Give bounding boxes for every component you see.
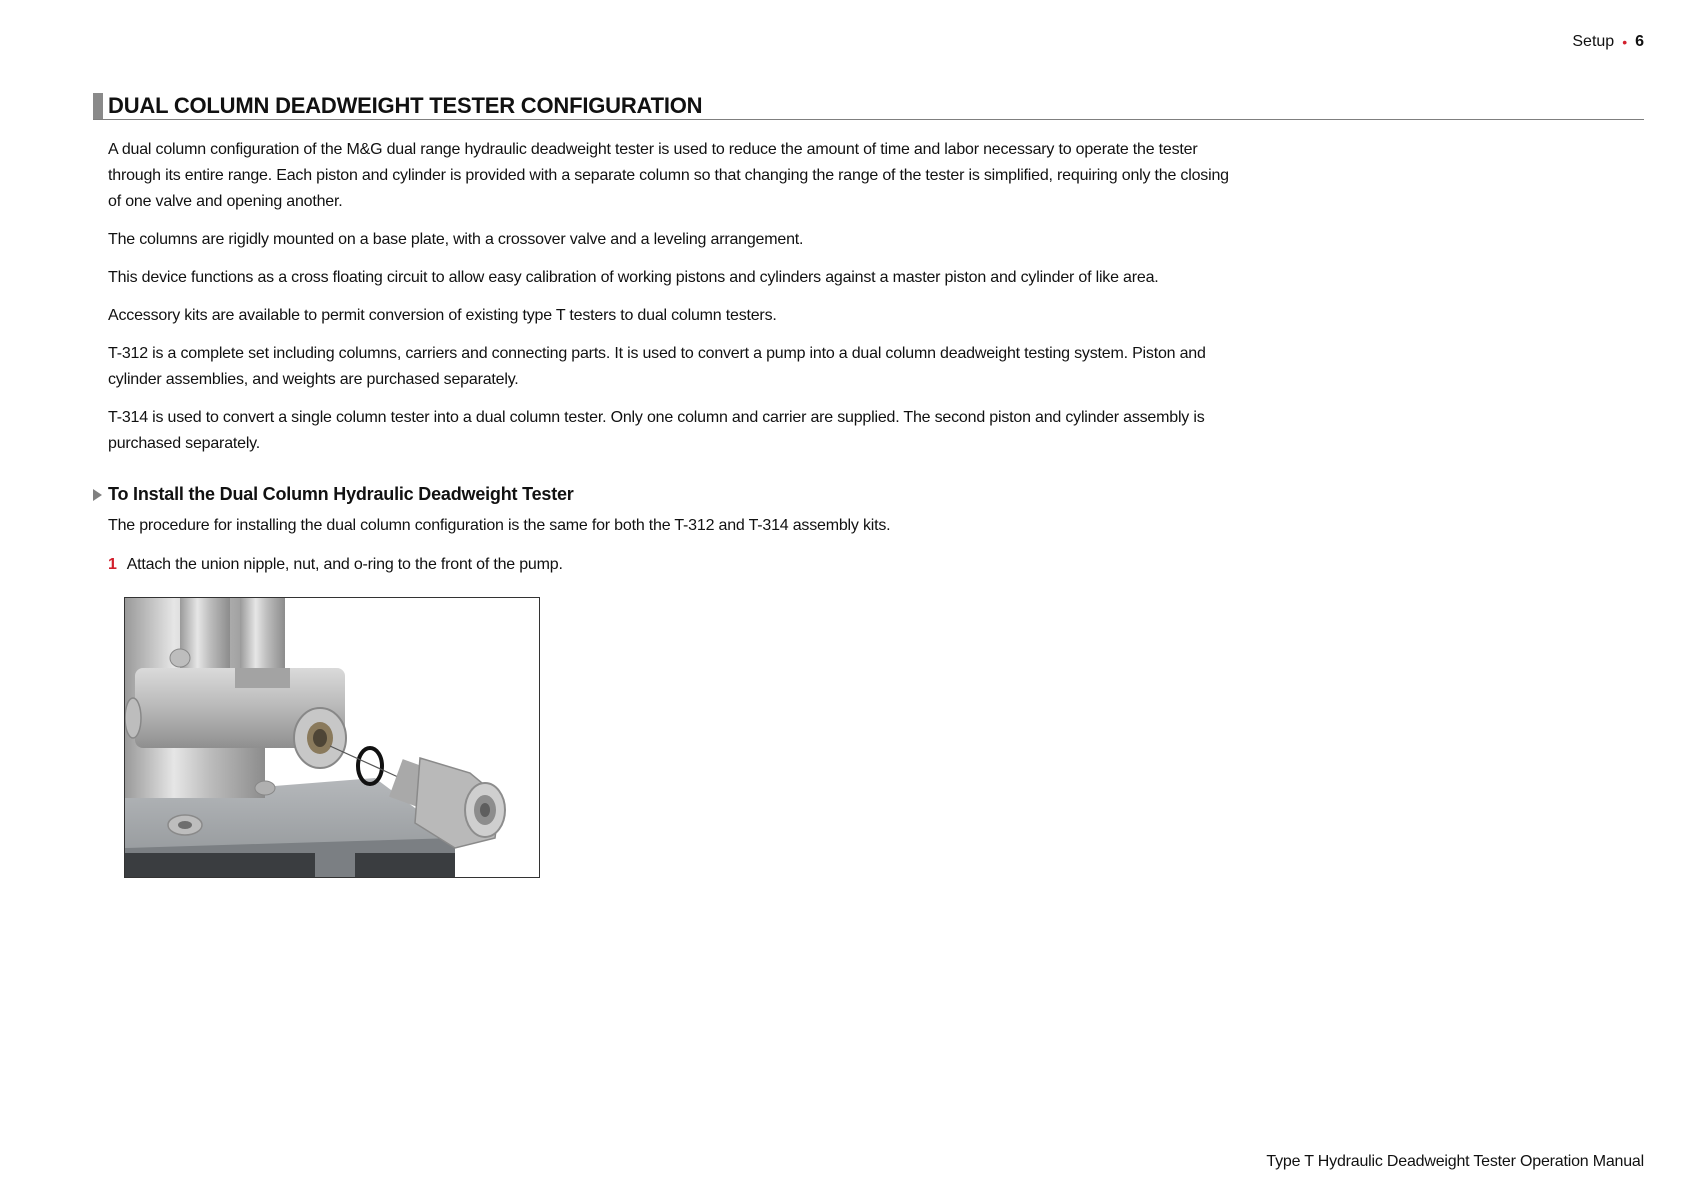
section-name: Setup (1572, 33, 1615, 50)
page-number: 6 (1635, 33, 1644, 50)
paragraph-accessory-kits: Accessory kits are available to permit conversion of existing type T testers to dual column testers. (108, 307, 777, 324)
triangle-right-icon (93, 489, 102, 501)
title-accent-bar (93, 93, 103, 119)
paragraph-columns: The columns are rigidly mounted on a base plate, with a crossover valve and a leveling arrangement. (108, 231, 804, 248)
pump-union-photo (124, 597, 540, 878)
page-title: DUAL COLUMN DEADWEIGHT TESTER CONFIGURATION (108, 93, 703, 118)
page-footer: Type T Hydraulic Deadweight Tester Operation Manual (1266, 1153, 1644, 1170)
bullet-separator: • (1622, 34, 1628, 50)
procedure-heading-text: To Install the Dual Column Hydraulic Deadweight Tester (108, 484, 574, 504)
step-number: 1 (108, 556, 117, 573)
body-content (108, 137, 1238, 469)
procedure-heading (93, 484, 574, 505)
procedure-intro: The procedure for installing the dual column configuration is the same for both the T-312 and T-314 assembly kits. (108, 517, 891, 534)
paragraph-cross-floating: This device functions as a cross floating circuit to allow easy calibration of working pistons and cylinders against a master piston and cylinder of like area. (108, 269, 1159, 286)
section-title (93, 93, 1644, 120)
page-header (1572, 33, 1644, 51)
step-item (108, 556, 563, 574)
pump-fitting-illustration (125, 598, 540, 878)
step-text: Attach the union nipple, nut, and o-ring to the front of the pump. (126, 556, 563, 573)
paragraph-t314: T-314 is used to convert a single column tester into a dual column tester. Only one column and carrier are supplied. The second piston and cylinder assembly is purchased separately. (108, 409, 1205, 452)
paragraph-t312: T-312 is a complete set including columns, carriers and connecting parts. It is used to convert a pump into a dual column deadweight testing system. Piston and cylinder assemblies, and weights are purchased separately. (108, 345, 1206, 388)
paragraph-intro: A dual column configuration of the M&G dual range hydraulic deadweight tester is used to reduce the amount of time and labor necessary to operate the tester through its entire range. Each piston and cylinder is provided with a separate column so that changing the range of the tester is simplified, requiring only the closing of one valve and opening another. (108, 141, 1229, 210)
